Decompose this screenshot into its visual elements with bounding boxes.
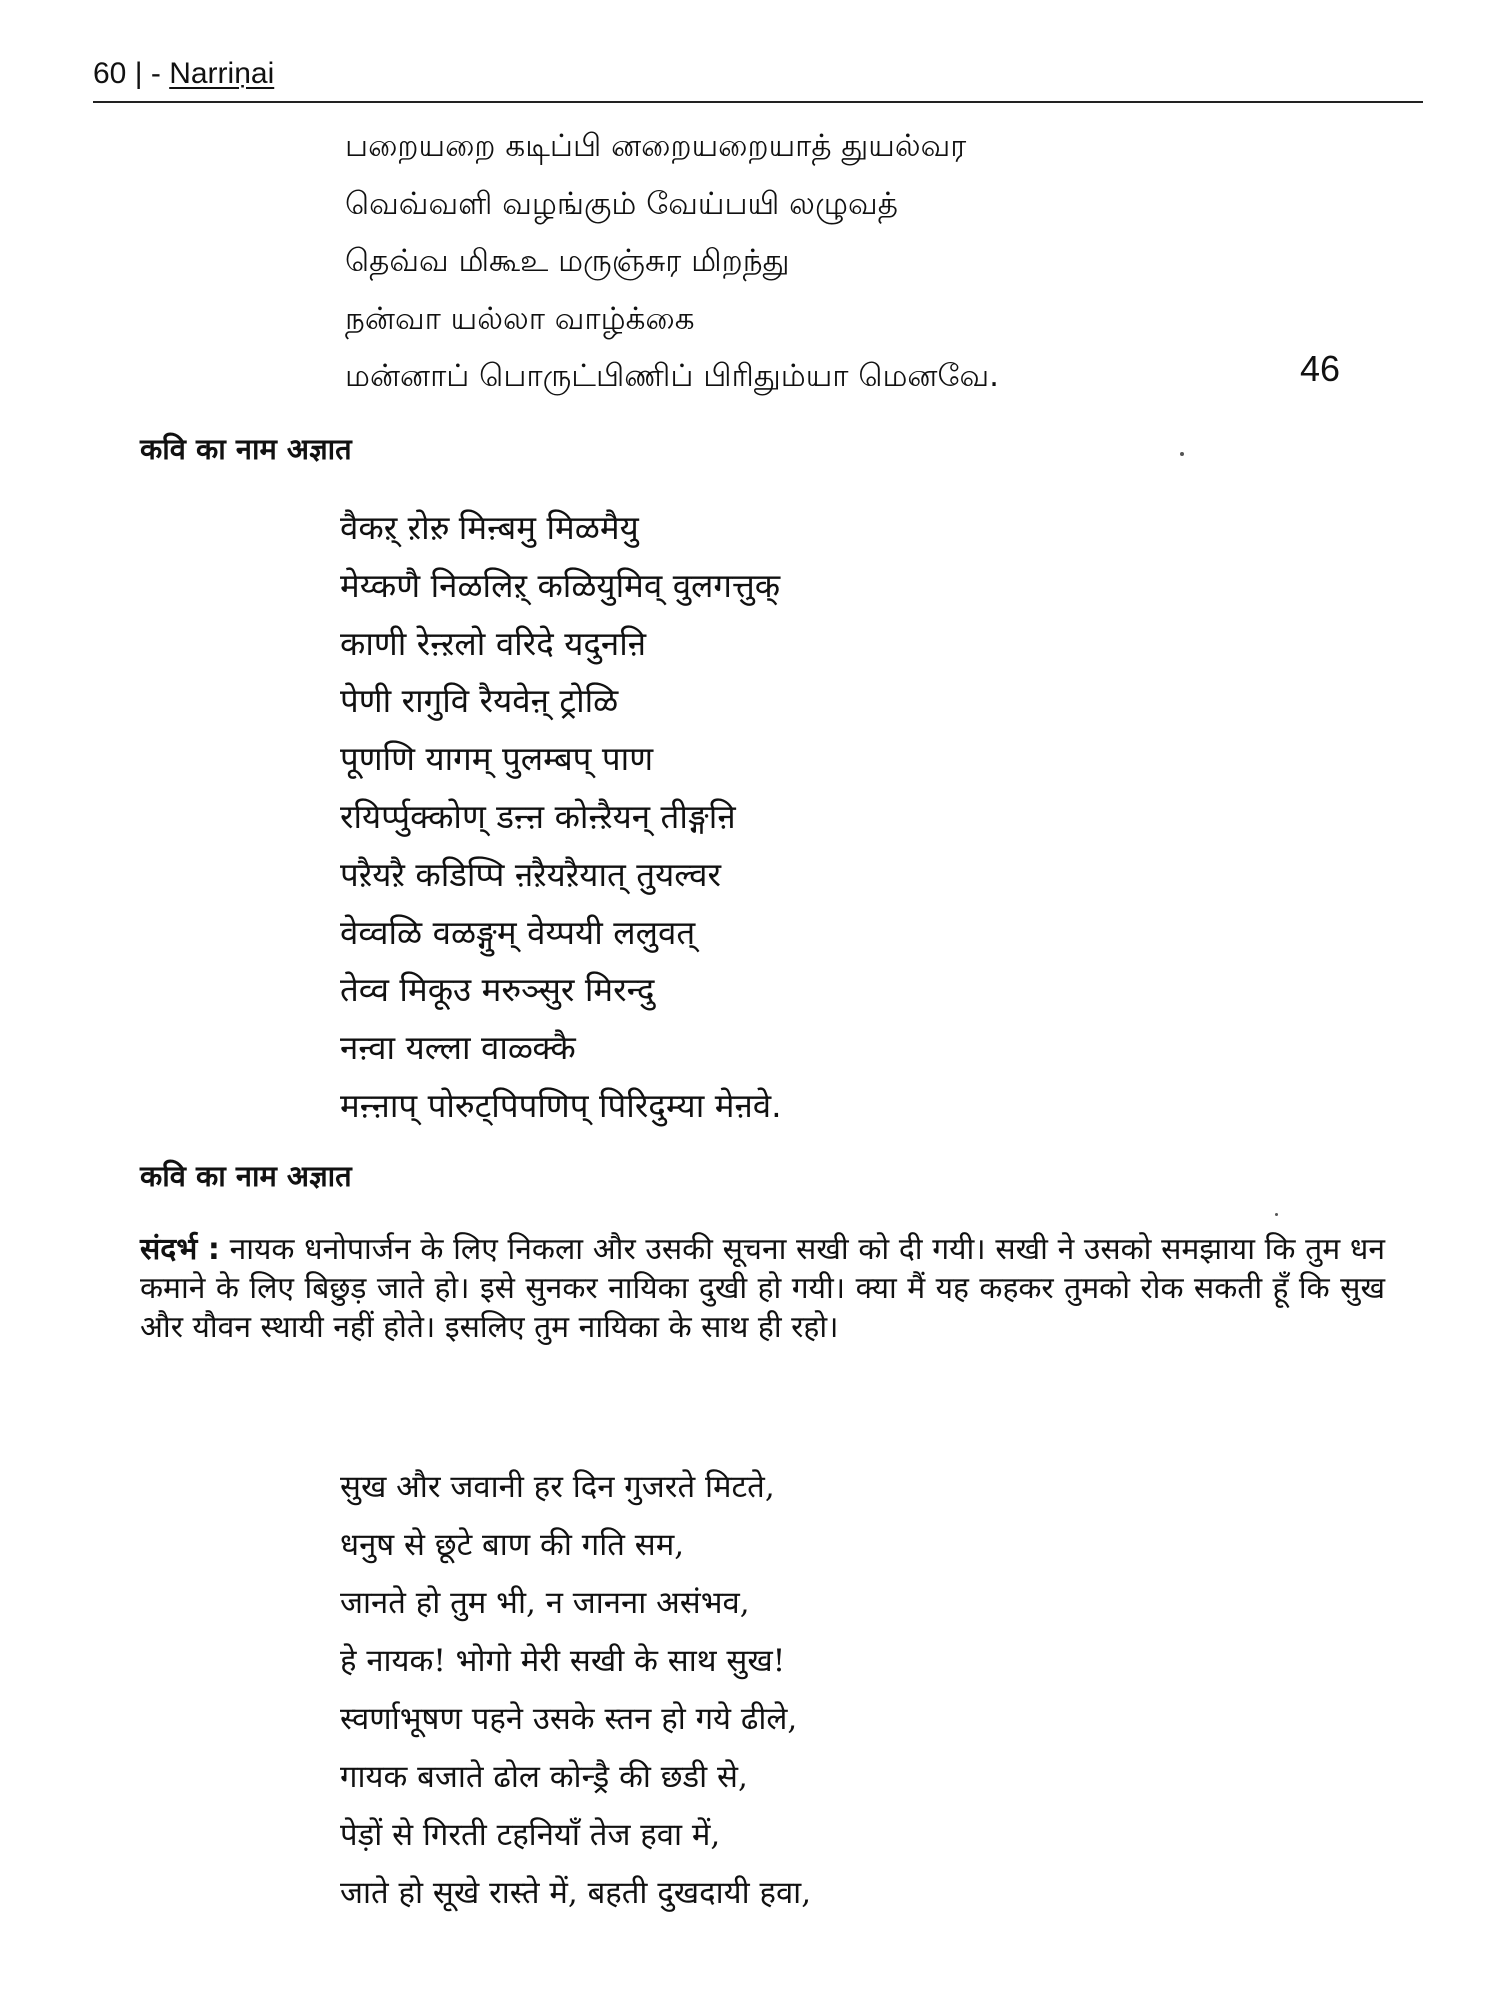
tamil-verse-line: நன்வா யல்லா வாழ்க்கை: [345, 300, 695, 337]
tamil-verse-line: மன்னாப் பொருட்பிணிப் பிரிதும்யா மெனவே.: [345, 358, 999, 394]
transliteration-line: रयिर्प्पुक्कोण् डऩ्ऩ कोऩ्ऱैयन् तीङ्गऩि: [340, 796, 736, 836]
context-text: नायक धनोपार्जन के लिए निकला और उसकी सूचना सखी को दी गयी। सखी ने उसको समझाया कि तुम धन कमाने के लिए बिछुड़ जाते हो। इसे सुनकर नायिका दुखी हो गयी। क्या मैं यह कहकर तुमको रोक सकती हूँ कि सुख और यौवन स्थायी नहीं होते। इसलिए तुम नायिका के साथ ही रहो।: [140, 1232, 1385, 1345]
translation-line: जाते हो सूखे रास्ते में, बहती दुखदायी हवा,: [340, 1875, 812, 1911]
transliterated-verse: [340, 499, 782, 1135]
context-label: संदर्भ :: [140, 1232, 220, 1267]
transliteration-line: मऩ्ऩाप् पोरुट्पिपणिप् पिरिदुम्या मेऩवे.: [340, 1085, 782, 1125]
tamil-verse-line: பறையறை கடிப்பி னறையறையாத் துயல்வர: [345, 128, 967, 164]
translation-line: गायक बजाते ढोल कोन्ड्रै की छडी से,: [340, 1759, 748, 1795]
transliteration-line: तेव्व मिकूउ मरुञ्सुर मिरन्दु: [340, 970, 655, 1010]
transliteration-line: वैकऱ् ऱोऱु मिऩ्बमु मिळमैयु: [340, 508, 639, 547]
tamil-verse-line: வெவ்வளி வழங்கும் வேய்பயி லழுவத்: [345, 185, 898, 222]
tamil-verse-line: தெவ்வ மிகூஉ மருஞ்சுர மிறந்து: [345, 243, 790, 279]
header-rule: [93, 101, 1423, 103]
tamil-verse: [345, 118, 999, 406]
translation-line: धनुष से छूटे बाण की गति सम,: [340, 1527, 685, 1563]
book-title: Narriṇai: [169, 57, 275, 90]
context-paragraph: [140, 1230, 1385, 1347]
print-speck: [1180, 452, 1184, 456]
print-speck: [1275, 1213, 1278, 1216]
translation-line: पेड़ों से गिरती टहनियाँ तेज हवा में,: [340, 1817, 721, 1853]
transliteration-line: पेणी रागुवि रैयवेऩ् ट्रोळि: [340, 681, 619, 721]
translation-line: स्वर्णाभूषण पहने उसके स्तन हो गये ढीले,: [340, 1701, 798, 1737]
verse-number: 46: [1300, 348, 1341, 389]
transliteration-line: वेव्वळि वळङ्गुम् वेय्पयी ललुवत्: [340, 912, 696, 952]
translation-line: सुख और जवानी हर दिन गुजरते मिटते,: [340, 1469, 775, 1505]
running-header: [93, 56, 274, 92]
transliteration-line: पूणणि यागम् पुलम्बप् पाण: [340, 739, 654, 779]
hindi-translation-verse: [340, 1458, 811, 1922]
poet-heading: कवि का नाम अज्ञात: [140, 432, 352, 466]
transliteration-line: नऩ्वा यल्ला वाळ्क्कै: [340, 1028, 576, 1068]
translation-line: हे नायक! भोगो मेरी सखी के साथ सुख!: [340, 1643, 786, 1679]
transliteration-line: पऱैयऱै कडिप्पि ऩऱैयऱैयात् तुयल्वर: [340, 854, 721, 894]
transliteration-line: मेय्कणै निळलिऱ् कळियुमिव् वुलगत्तुक्: [340, 565, 781, 605]
header-dash: -: [150, 57, 161, 90]
translation-line: जानते हो तुम भी, न जानना असंभव,: [340, 1585, 750, 1621]
poet-heading: कवि का नाम अज्ञात: [140, 1159, 352, 1193]
transliteration-line: काणी रेऩ्ऱलो वरिदे यदुनऩि: [340, 623, 647, 663]
header-separator: |: [134, 57, 143, 90]
page-number: 60: [93, 57, 127, 90]
